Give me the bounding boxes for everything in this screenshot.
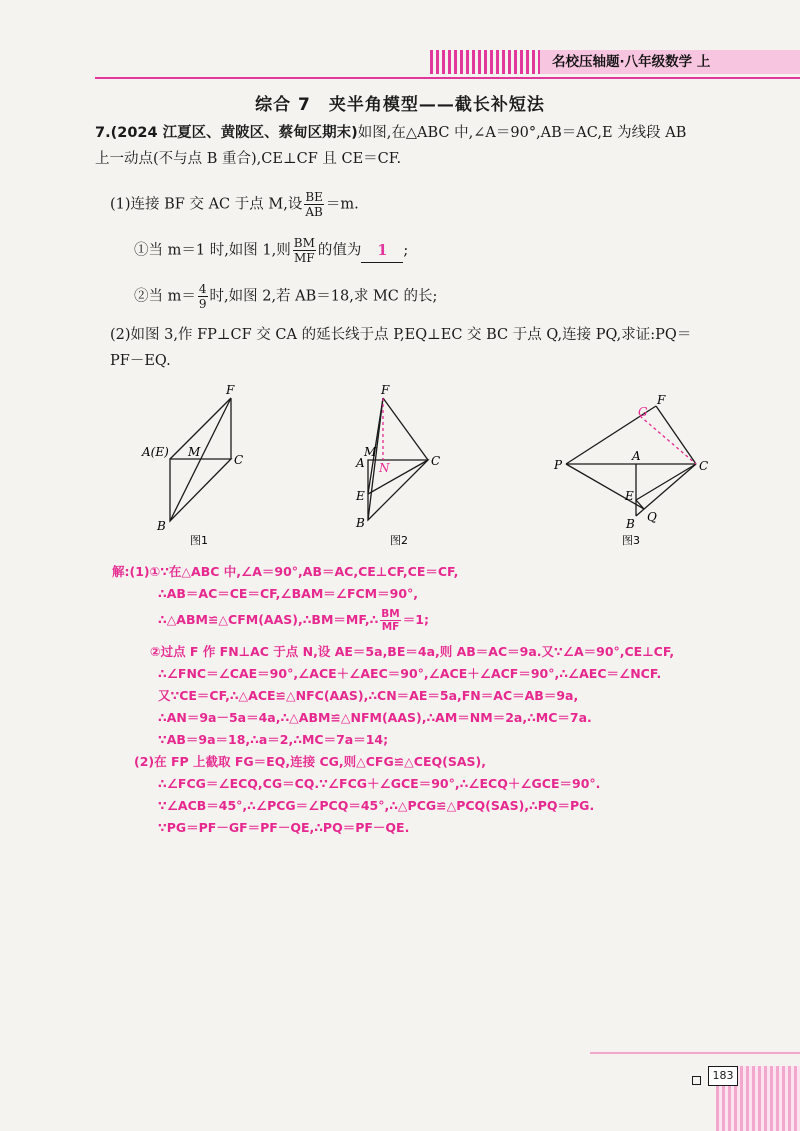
solution-line-5: ∴∠FNC＝∠CAE＝90°,∠ACE＋∠AEC＝90°,∠ACE＋∠ACF＝90°,∴∠AEC＝∠NCF. xyxy=(158,666,662,681)
fig3-label-b: B xyxy=(626,517,635,531)
fig2-triangle-abc xyxy=(368,460,428,520)
solution-line-12: ∵PG＝PF－GF＝PF－QE,∴PQ＝PF－QE. xyxy=(158,820,410,835)
section-title: 综合 7 夹半角模型——截长补短法 xyxy=(255,95,545,115)
part2-line2: PF－EQ. xyxy=(110,353,171,369)
fig3-label-q: Q xyxy=(647,510,657,524)
fig3-label-p: P xyxy=(554,458,563,472)
solution-frac-num: BM xyxy=(381,608,400,620)
sub2-text-b: 时,如图 2,若 AB＝18,求 MC 的长; xyxy=(209,288,438,305)
solution-frac-den: MF xyxy=(381,621,400,633)
sub2-frac-num: 4 xyxy=(198,282,207,296)
part1-fraction xyxy=(304,190,324,219)
fig2-label-f: F xyxy=(381,383,390,397)
fig1-triangle-abc xyxy=(170,459,231,521)
fig2-segment-ec xyxy=(368,460,428,494)
fig2-label-b: B xyxy=(356,516,365,530)
solution-line-11: ∵∠ACB＝45°,∴∠PCG＝∠PCQ＝45°,∴△PCG≌△PCQ(SAS),∴PQ＝PG. xyxy=(158,798,595,813)
sub1-answer: 1 xyxy=(361,240,403,263)
solution-line-7: ∴AN＝9a－5a＝4a,∴△ABM≌△NFM(AAS),∴AM＝NM＝2a,∴MC＝7a. xyxy=(158,710,592,725)
part2-line1: (2)如图 3,作 FP⊥CF 交 CA 的延长线于点 P,EQ⊥EC 交 BC 于点 Q,连接 PQ,求证:PQ＝ xyxy=(110,327,692,343)
solution-line-2: ∴AB＝AC＝CE＝CF,∠BAM＝∠FCM＝90°, xyxy=(158,586,419,601)
fig3-segment-ce xyxy=(636,464,696,500)
part1-text: (1)连接 BF 交 AC 于点 M,设 xyxy=(110,196,303,213)
solution-line-10: ∴∠FCG＝∠ECQ,CG＝CQ.∵∠FCG＋∠GCE＝90°,∴∠ECQ＋∠GCE＝90°. xyxy=(158,776,601,791)
figure-2 xyxy=(368,398,428,520)
fig2-label-c: C xyxy=(431,454,441,468)
fig2-label-n: N xyxy=(379,461,390,475)
header-rule xyxy=(95,77,800,79)
fig3-label-f: F xyxy=(657,393,666,407)
sub1-frac-den: MF xyxy=(293,251,315,265)
fig2-label-e: E xyxy=(356,489,365,503)
fig3-label-a: A xyxy=(632,449,641,463)
fig2-segment-bf xyxy=(368,398,383,520)
part1-frac-den: AB xyxy=(305,205,323,219)
solution-line-3b: ＝1; xyxy=(402,612,429,627)
fig1-label-m: M xyxy=(188,445,201,459)
fig1-label-ae: A(E) xyxy=(142,445,169,459)
problem-stem-line2: 上一动点(不与点 B 重合),CE⊥CF 且 CE＝CF. xyxy=(95,151,402,167)
problem-number: 7. xyxy=(95,125,111,141)
problem-source: (2024 江夏区、黄陂区、蔡甸区期末) xyxy=(110,125,358,141)
solution-line-1: 解:(1)①∵在△ABC 中,∠A＝90°,AB＝AC,CE⊥CF,CE＝CF, xyxy=(112,564,459,579)
fig1-label-f: F xyxy=(226,383,235,397)
sub1-end: ; xyxy=(403,242,409,259)
solution-line-3a: ∴△ABM≌△CFM(AAS),∴BM＝MF,∴ xyxy=(158,612,379,627)
solution-line-8: ∵AB＝9a＝18,∴a＝2,∴MC＝7a＝14; xyxy=(158,732,389,747)
figures xyxy=(0,378,800,558)
problem-stem-1: 如图,在△ABC 中,∠A＝90°,AB＝AC,E 为线段 AB xyxy=(357,125,687,141)
fig2-segment-cf xyxy=(383,398,428,460)
fig1-label-b: B xyxy=(157,519,166,533)
problem-stem-line1 xyxy=(95,122,686,144)
fig1-caption: 图1 xyxy=(190,534,208,547)
fig2-label-m: M xyxy=(364,445,377,459)
sub2-line xyxy=(134,282,437,311)
page-number: 183 xyxy=(708,1066,738,1086)
fig1-segment-af xyxy=(170,398,231,459)
footer-rule xyxy=(590,1052,800,1054)
solution-fraction xyxy=(380,608,400,633)
fig3-label-c: C xyxy=(699,459,709,473)
sub1-text-b: 的值为 xyxy=(317,242,362,259)
header-book-title: 名校压轴题·八年级数学 上 xyxy=(538,50,800,74)
fig3-label-g: G xyxy=(638,405,648,419)
solution-line-4: ②过点 F 作 FN⊥AC 于点 N,设 AE＝5a,BE＝4a,则 AB＝AC＝9a.又∵∠A＝90°,CE⊥CF, xyxy=(150,644,675,659)
fig1-label-c: C xyxy=(234,453,244,467)
fig2-caption: 图2 xyxy=(390,534,408,547)
sub1-text-a: ①当 m＝1 时,如图 1,则 xyxy=(134,242,291,259)
solution-line-6: 又∵CE＝CF,∴△ACE≌△NFC(AAS),∴CN＝AE＝5a,FN＝AC＝AB＝9a, xyxy=(158,688,579,703)
sub1-fraction xyxy=(293,236,316,265)
sub1-line xyxy=(134,236,408,265)
part1-tail: ＝m. xyxy=(325,196,359,213)
sub2-frac-den: 9 xyxy=(198,297,207,311)
fig3-label-e: E xyxy=(625,489,634,503)
solution-line-9: (2)在 FP 上截取 FG＝EQ,连接 CG,则△CFG≌△CEQ(SAS), xyxy=(134,754,486,769)
footer-square-icon xyxy=(692,1076,701,1085)
sub1-frac-num: BM xyxy=(293,236,315,250)
fig3-segment-fc xyxy=(656,406,696,464)
fig2-label-a: A xyxy=(356,456,365,470)
solution-line-3 xyxy=(158,608,429,633)
fig3-segment-bc xyxy=(636,464,696,516)
fig3-caption: 图3 xyxy=(622,534,640,547)
part1-line xyxy=(110,190,359,219)
part1-frac-num: BE xyxy=(305,190,323,204)
sub2-text-a: ②当 m＝ xyxy=(134,288,196,305)
figure-1 xyxy=(170,398,231,521)
sub2-fraction xyxy=(198,282,208,311)
